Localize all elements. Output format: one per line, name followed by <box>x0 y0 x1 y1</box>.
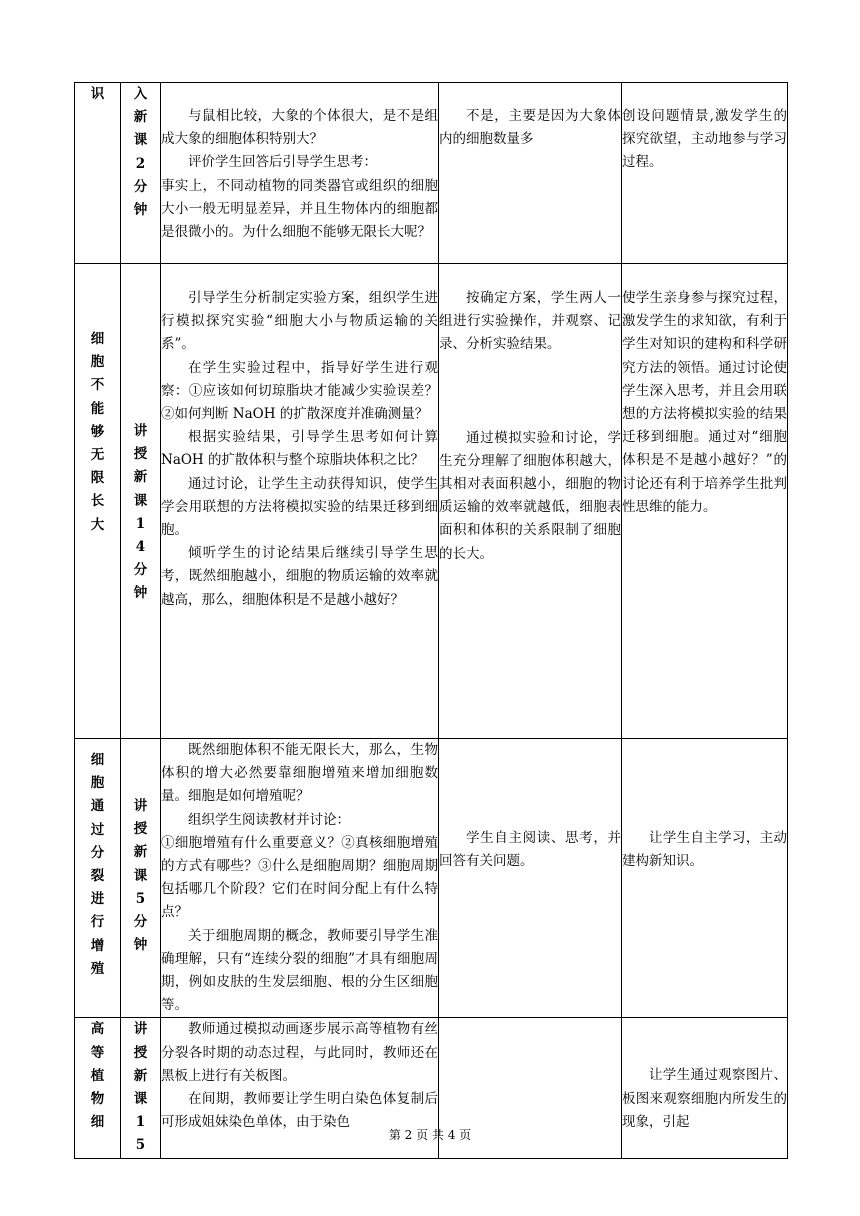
method-label: 讲授新课14分钟 <box>133 423 148 602</box>
student-paragraph: 学生自主阅读、思考，并回答有关问题。 <box>439 830 621 870</box>
topic-label: 识 <box>90 86 105 102</box>
teacher-paragraph: 事实上，不同动植物的同类器官或组织的细胞大小一般无明显差异，并且生物体内的细胞都是很微小的。为什么细胞不能够无限长大呢？ <box>161 177 438 241</box>
table-row <box>75 83 788 264</box>
teacher-paragraph: 评价学生回答后引导学生思考： <box>188 154 377 171</box>
teacher-paragraph: ①细胞增殖有什么重要意义？②真核细胞增殖的方式有哪些？③什么是细胞周期？细胞周期包括哪几个阶段？它们在时间分配上有什么特点？ <box>161 834 438 921</box>
teacher-paragraph: 与鼠相比较，大象的个体很大，是不是组成大象的细胞体积特别大？ <box>161 108 438 148</box>
method-label: 讲授新课5分钟 <box>133 798 148 954</box>
design-intent-cell <box>622 264 788 739</box>
teacher-paragraph: 在间期，教师要让学生明白染色体复制后可形成姐妹染色单体，由于染色 <box>161 1091 438 1131</box>
teacher-paragraph: 倾听学生的讨论结果后继续引导学生思考，既然细胞越小，细胞的物质运输的效率就越高，那么，细胞体积是不是越小越好？ <box>161 545 438 608</box>
design-intent-cell <box>622 739 788 1018</box>
design-intent-cell <box>622 83 788 264</box>
student-paragraph: 按确定方案，学生两人一组进行实验操作，并观察、记录、分析实验结果。 <box>439 290 621 353</box>
student-paragraph: 不是，主要是因为大象体内的细胞数量多 <box>439 108 621 148</box>
teacher-activity-cell <box>161 83 439 264</box>
method-cell <box>121 739 161 1018</box>
method-cell <box>121 264 161 739</box>
teacher-paragraph: 既然细胞体积不能无限长大，那么，生物体积的增大必然要靠细胞增殖来增加细胞数量。细胞是如何增殖呢？ <box>161 742 438 805</box>
page-footer: 第 2 页 共 4 页 <box>388 1128 472 1142</box>
intent-paragraph: 使学生亲身参与探究过程，激发学生的求知欲，有利于学生对知识的建构和科学研究方法的领悟。通过讨论使学生深入思考，并且会用联想的方法将模拟实验的结果迁移到细胞。通过对“细胞体积是不是越小越好？”的讨论还有利于培养学生批判性思维的能力。 <box>622 290 787 515</box>
teacher-paragraph: 引导学生分析制定实验方案，组织学生进行模拟探究实验“细胞大小与物质运输的关系”。 <box>161 290 438 353</box>
method-label: 入新课2分钟 <box>133 86 148 219</box>
method-cell <box>121 83 161 264</box>
topic-label: 细胞不能够无限长大 <box>90 331 105 533</box>
topic-cell <box>75 739 121 1018</box>
student-activity-cell <box>439 264 622 739</box>
teacher-paragraph: 在学生实验过程中，指导好学生进行观察：①应该如何切琼脂块才能减少实验误差？②如何判断 NaOH 的扩散深度并准确测量？ <box>161 359 438 423</box>
topic-cell <box>75 83 121 264</box>
teacher-paragraph: 根据实验结果，引导学生思考如何计算 NaOH 的扩散体积与整个琼脂块体积之比？ <box>161 429 438 469</box>
table-row <box>75 739 788 1018</box>
student-activity-cell <box>439 739 622 1018</box>
topic-cell <box>75 264 121 739</box>
intent-paragraph: 让学生通过观察图片、板图来观察细胞内所发生的现象，引起 <box>622 1067 787 1130</box>
intent-paragraph: 创设问题情景,激发学生的探究欲望，主动地参与学习过程。 <box>622 108 787 171</box>
teacher-paragraph: 组织学生阅读教材并讨论： <box>188 811 350 828</box>
teacher-activity-cell <box>161 264 439 739</box>
topic-label: 细胞通过分裂进行增殖 <box>90 752 105 977</box>
teacher-paragraph: 通过讨论，让学生主动获得知识，使学生学会用联想的方法将模拟实验的结果迁移到细胞。 <box>161 475 438 539</box>
student-paragraph: 通过模拟实验和讨论，学生充分理解了细胞体积越大，其相对表面积越小，细胞的物质运输的效率就越低，细胞表面积和体积的关系限制了细胞的长大。 <box>439 429 621 562</box>
teacher-paragraph: 关于细胞周期的概念，教师要引导学生准确理解，只有“连续分裂的细胞”才具有细胞周期，例如皮肤的生发层细胞、根的分生区细胞等。 <box>161 927 438 1014</box>
method-label: 讲授新课15 <box>133 1021 148 1154</box>
table-row <box>75 264 788 739</box>
intent-paragraph: 让学生自主学习，主动建构新知识。 <box>622 830 787 870</box>
teacher-paragraph: 教师通过模拟动画逐步展示高等植物有丝分裂各时期的动态过程，与此同时，教师还在黑板上进行有关板图。 <box>161 1021 438 1084</box>
topic-label: 高等植物细 <box>90 1021 105 1131</box>
student-activity-cell <box>439 83 622 264</box>
lesson-plan-table <box>74 82 788 1159</box>
teacher-activity-cell <box>161 739 439 1018</box>
